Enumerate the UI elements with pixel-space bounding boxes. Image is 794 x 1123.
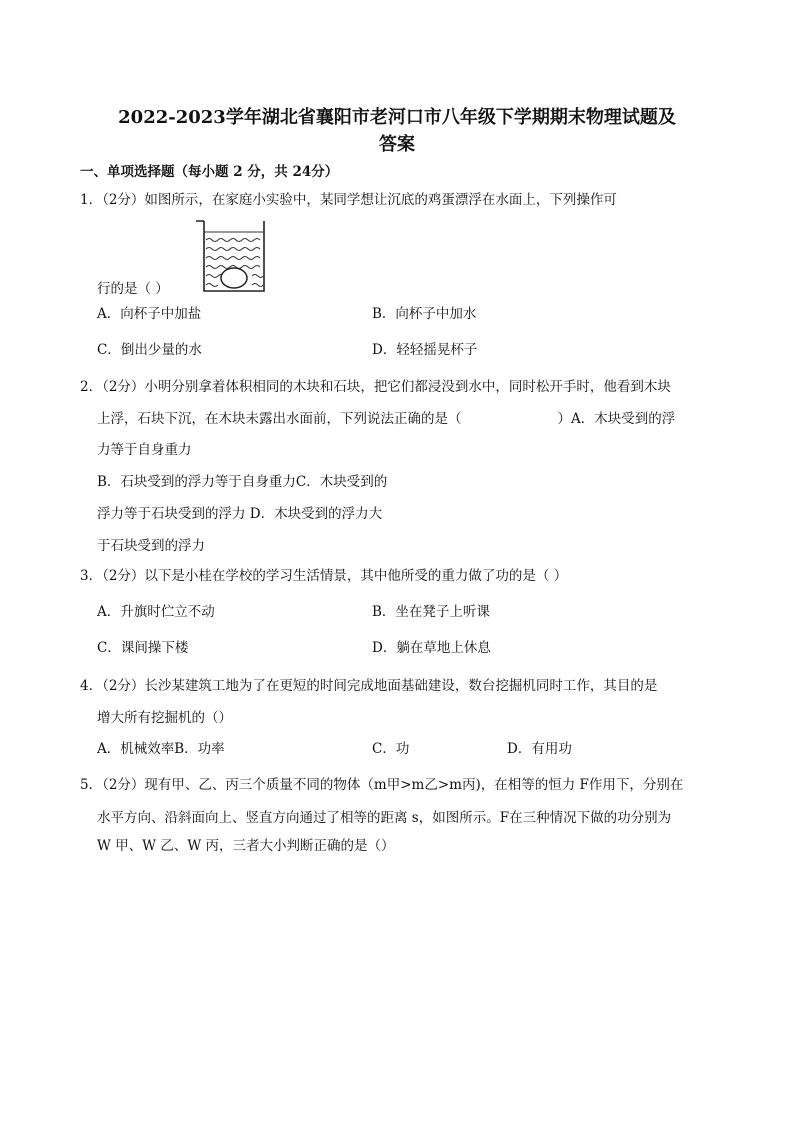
q1-option-b: B．向杯子中加水: [372, 306, 477, 322]
q4-stem: 4．（2分）长沙某建筑工地为了在更短的时间完成地面基础建设，数台挖掘机同时工作，其目的是: [80, 678, 658, 694]
q1-option-c: C．倒出少量的水: [97, 342, 202, 358]
q1-option-a: A．向杯子中加盐: [97, 306, 202, 322]
q2-line1: 2．（2分）小明分别拿着体积相同的木块和石块，把它们都浸没到水中，同时松开手时，他看到木块: [80, 379, 671, 395]
q1-stem: 1．（2分）如图所示，在家庭小实验中，某同学想让沉底的鸡蛋漂浮在水面上，下列操作可: [80, 192, 617, 208]
q2-line2-part1: 上浮，石块下沉，在木块未露出水面前，下列说法正确的是（: [97, 411, 462, 427]
q2-line4: B．石块受到的浮力等于自身重力C．木块受到的: [97, 474, 388, 490]
q2-line2: [97, 410, 675, 428]
beaker-with-egg-figure: [194, 218, 268, 294]
q1-stem-continued: 行的是（ ）: [97, 281, 169, 297]
q4-option-d: D．有用功: [507, 741, 572, 757]
q2-line6: 于石块受到的浮力: [97, 538, 205, 554]
q1-option-d: D．轻轻摇晃杯子: [372, 342, 478, 358]
q2-line5: 浮力等于石块受到的浮力 D．木块受到的浮力大: [97, 506, 383, 522]
q3-stem: 3．（2分）以下是小桂在学校的学习生活情景，其中他所受的重力做了功的是（ ）: [80, 568, 568, 584]
q3-option-a: A．升旗时伫立不动: [97, 604, 215, 620]
document-title-line2: 答案: [379, 134, 415, 155]
q4-stem-continued: 增大所有挖掘机的（）: [97, 710, 232, 726]
section-heading: 一、单项选择题（每小题 2 分，共 24分）: [80, 164, 339, 180]
q3-option-b: B．坐在凳子上听课: [372, 604, 490, 620]
q5-line3: W 甲、W 乙、W 丙，三者大小判断正确的是（）: [97, 838, 395, 854]
q3-option-d: D．躺在草地上休息: [372, 640, 491, 656]
q2-line2-part2: ）A．木块受到的浮: [557, 411, 676, 427]
q4-option-c: C．功: [372, 741, 410, 757]
q5-line1: 5．（2分）现有甲、乙、丙三个质量不同的物体（m甲>m乙>m丙)，在相等的恒力 F作用下，分别在: [80, 777, 684, 793]
q4-option-ab: A．机械效率B．功率: [97, 741, 225, 757]
q2-line3: 力等于自身重力: [97, 442, 192, 458]
document-title-line1: 2022-2023学年湖北省襄阳市老河口市八年级下学期期末物理试题及: [118, 107, 676, 128]
q3-option-c: C．课间操下楼: [97, 640, 189, 656]
q5-line2: 水平方向、沿斜面向上、竖直方向通过了相等的距离 s，如图所示。F在三种情况下做的功分别为: [97, 810, 672, 826]
